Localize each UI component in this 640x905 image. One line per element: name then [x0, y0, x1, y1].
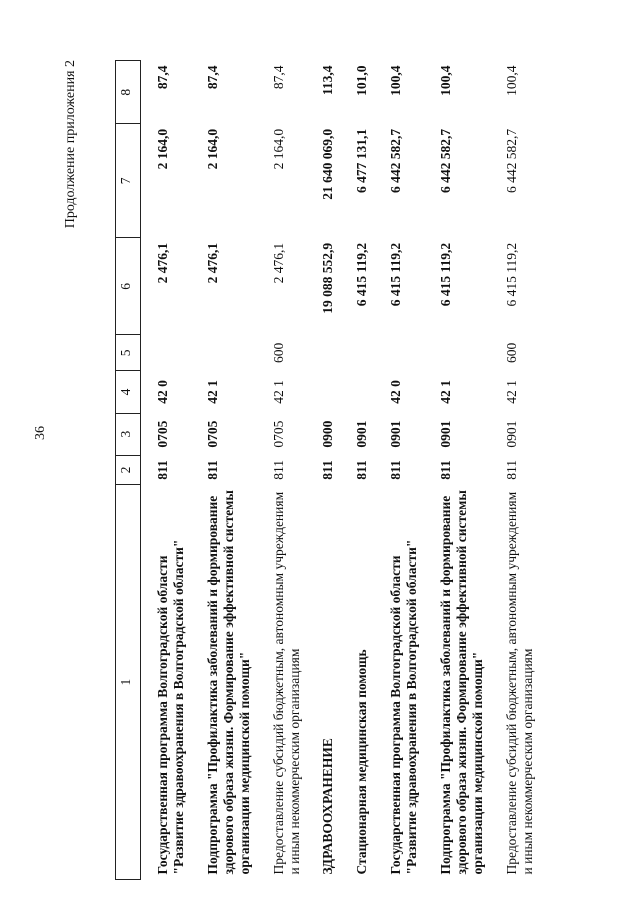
cell-col8: 100,4 [438, 65, 454, 96]
cell-col8: 100,4 [388, 65, 404, 96]
cell-col2: 811 [270, 460, 286, 480]
cell-col2: 811 [204, 460, 220, 480]
cell-col2: 811 [504, 460, 520, 480]
cell-col2: 811 [155, 460, 170, 480]
cell-col2: 811 [438, 460, 454, 480]
row-name: Стационарная медицинская помощь [354, 649, 370, 875]
cell-col4: 42 1 [204, 380, 220, 404]
rotated-table-sheet [63, 60, 625, 880]
cell-col6: 19 088 552,9 [320, 242, 336, 314]
row-name: Подпрограмма "Профилактика заболеваний и формирование здорового образа жизни. Формирование эффективной системы организации медицинской помощи" [438, 490, 486, 875]
cell-col3: 0901 [504, 420, 520, 448]
cell-col7: 2 164,0 [155, 128, 170, 170]
table-row [374, 61, 424, 880]
table-row [490, 61, 540, 880]
table-row [340, 61, 374, 880]
cell-col4: 42 0 [388, 380, 404, 404]
table-row [257, 61, 307, 880]
cell-col3: 0901 [354, 420, 370, 448]
budget-table [115, 60, 540, 880]
cell-col3: 0705 [155, 420, 170, 448]
cell-col3: 0705 [270, 420, 286, 448]
cell-col6: 6 415 119,2 [438, 242, 454, 307]
cell-col6: 6 415 119,2 [388, 242, 404, 307]
column-number-row [116, 61, 141, 880]
cell-col7: 2 164,0 [270, 128, 286, 170]
table-row [141, 61, 191, 880]
row-name: Подпрограмма "Профилактика заболеваний и формирование здорового образа жизни. Формирование эффективной системы организации медицинской помощи" [204, 490, 252, 875]
cell-col4: 42 1 [438, 380, 454, 404]
cell-col4 [340, 371, 374, 413]
row-name: ЗДРАВООХРАНЕНИЕ [320, 738, 336, 875]
row-name: Государственная программа Волгоградской области "Развитие здравоохранения в Волгоградской области" [388, 539, 420, 875]
cell-col8: 101,0 [354, 65, 370, 96]
cell-col7: 2 164,0 [204, 128, 220, 170]
cell-col5: 600 [504, 342, 520, 364]
column-header: 2 [116, 455, 141, 485]
cell-col8: 100,4 [504, 65, 520, 96]
column-header: 1 [116, 485, 141, 880]
column-header: 5 [116, 335, 141, 371]
cell-col7: 21 640 069,0 [320, 128, 336, 200]
cell-col3: 0901 [388, 420, 404, 448]
cell-col5 [374, 335, 424, 371]
table-row [424, 61, 490, 880]
cell-col3: 0705 [204, 420, 220, 448]
cell-col6: 6 415 119,2 [354, 242, 370, 307]
page-number: 36 [33, 426, 48, 440]
cell-col7: 6 442 582,7 [504, 128, 520, 193]
cell-col2: 811 [354, 460, 370, 480]
column-header: 3 [116, 413, 141, 455]
column-header: 6 [116, 238, 141, 335]
cell-col6: 2 476,1 [204, 242, 220, 284]
column-header: 8 [116, 61, 141, 124]
cell-col4: 42 1 [270, 380, 286, 404]
cell-col3: 0900 [320, 420, 336, 448]
cell-col8: 87,4 [204, 65, 220, 90]
column-header: 4 [116, 371, 141, 413]
column-header: 7 [116, 124, 141, 238]
row-name: Государственная программа Волгоградской области "Развитие здравоохранения в Волгоградской области" [155, 539, 186, 875]
cell-col4: 42 1 [504, 380, 520, 404]
cell-col8: 87,4 [155, 65, 170, 90]
row-name: Предоставление субсидий бюджетным, автономным учреждениям и иным некоммерческим организациям [270, 491, 302, 875]
table-row [191, 61, 257, 880]
cell-col7: 6 442 582,7 [388, 128, 404, 193]
cell-col2: 811 [388, 460, 404, 480]
row-name: Предоставление субсидий бюджетным, автономным учреждениям и иным некоммерческим организациям [504, 491, 535, 875]
cell-col7: 6 477 131,1 [354, 128, 370, 193]
cell-col7: 6 442 582,7 [438, 128, 454, 193]
cell-col2: 811 [320, 460, 336, 480]
cell-col3: 0901 [438, 420, 454, 448]
cell-col5 [340, 335, 374, 371]
cell-col5: 600 [270, 342, 286, 364]
cell-col6: 2 476,1 [270, 242, 286, 284]
cell-col6: 6 415 119,2 [504, 242, 520, 307]
cell-col5 [306, 335, 340, 371]
cell-col4 [306, 371, 340, 413]
cell-col5 [141, 335, 191, 371]
table-row [306, 61, 340, 880]
cell-col8: 113,4 [320, 65, 336, 96]
cell-col5 [191, 335, 257, 371]
cell-col5 [424, 335, 490, 371]
cell-col4: 42 0 [155, 380, 170, 404]
appendix-caption: Продолжение приложения 2 [63, 60, 78, 229]
cell-col6: 2 476,1 [155, 242, 170, 284]
cell-col8: 87,4 [270, 65, 286, 90]
